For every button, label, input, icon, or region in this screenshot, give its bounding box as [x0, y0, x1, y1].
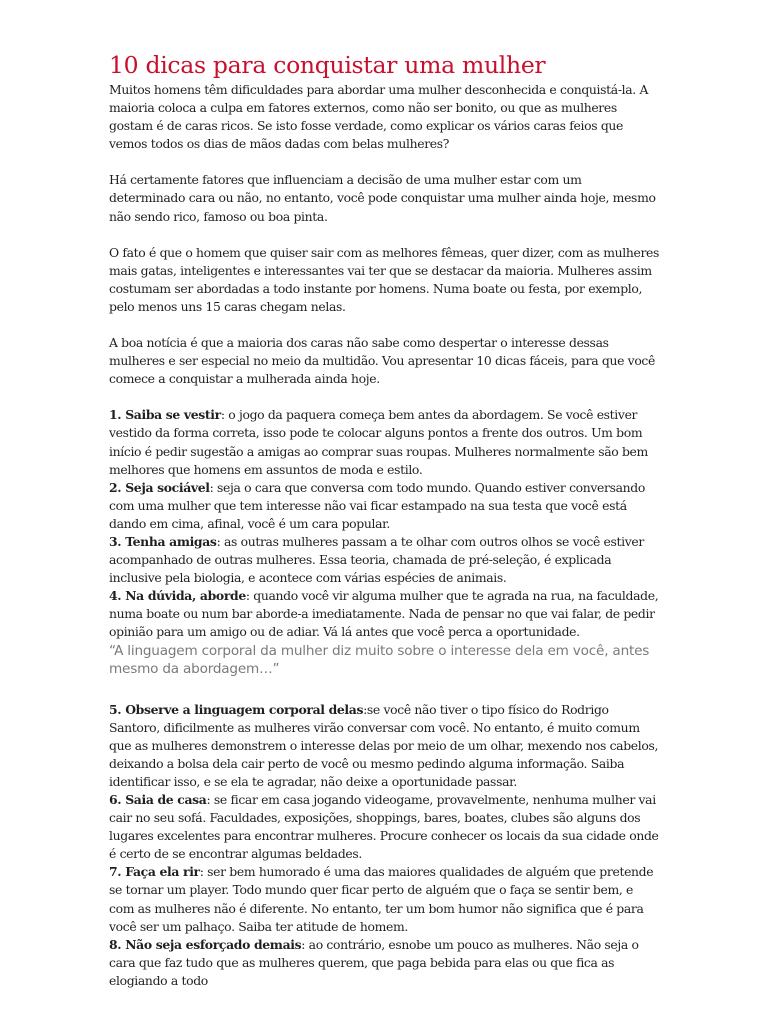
tip-5: [109, 701, 661, 791]
tip-title: 3. Tenha amigas: [109, 533, 217, 549]
tip-4: [109, 587, 661, 641]
intro-paragraph-1: Muitos homens têm dificuldades para abordar uma mulher desconhecida e conquistá-la. A maioria coloca a culpa em fatores externos, como não ser bonito, ou que as mulheres gostam é de caras ricos. Se isto fosse verdade, como explicar os vários caras feios que vemos todos os dias de mãos dadas com belas mulheres?: [109, 82, 649, 152]
tip-separator: :: [199, 864, 208, 880]
tip-text: o jogo da paquera começa bem antes da abordagem. Se você estiver vestido da forma correta, isso pode te colocar alguns pontos a frente dos outros. Um bom início é pedir sugestão a amigas ao comprar suas roupas. Mulheres normalmente são bem melhores que homens em assuntos de moda e estilo.: [109, 407, 648, 477]
article-body: [109, 52, 661, 990]
tip-text: se ficar em casa jogando videogame, provavelmente, nenhuma mulher vai cair no seu sofá. Faculdades, exposições, shoppings, bares, boates, clubes são alguns dos lugares excelentes para encontrar mulheres. Procure conhecer os locais da sua cidade onde é certo de se encontrar algumas beldades.: [109, 792, 659, 862]
tip-title: 2. Seja sociável: [109, 479, 210, 495]
tips-list-first: [109, 406, 661, 641]
tip-separator: :: [209, 479, 218, 495]
tip-separator: :: [220, 407, 229, 423]
tip-separator: :: [216, 533, 224, 549]
intro-paragraph-4: A boa notícia é que a maioria dos caras não sabe como despertar o interesse dessas mulheres e ser especial no meio da multidão. Vou apresentar 10 dicas fáceis, para que você comece a conquistar a mulherada ainda hoje.: [109, 335, 655, 387]
tip-title: 5. Observe a linguagem corporal delas: [109, 701, 364, 717]
tip-7: [109, 863, 661, 935]
pull-quote: “A linguagem corporal da mulher diz muito sobre o interesse dela em você, antes mesmo da abordagem…”: [109, 642, 650, 678]
tip-text: quando você vir alguma mulher que te agrada na rua, na faculdade, numa boate ou num bar aborde-a imediatamente. Nada de pensar no que vai falar, de pedir opinião para um amigo ou de adiar. Vá lá antes que você perca a oportunidade.: [109, 588, 659, 640]
tip-text: as outras mulheres passam a te olhar com outros olhos se você estiver acompanhado de outras mulheres. Essa teoria, chamada de pré-seleção, é explicada inclusive pela biologia, e acontece com várias espécies de animais.: [109, 533, 644, 586]
tip-text: ser bem humorado é uma das maiores qualidades de alguém que pretende se tornar um player. Todo mundo quer ficar perto de alguém que o faça se sentir bem, e com as mulheres não é diferente. No entanto, ter um bom humor não significa que é para você ser um palhaço. Saiba ter atitude de homem.: [109, 864, 654, 934]
tip-text: se você não tiver o tipo físico do Rodrigo Santoro, dificilmente as mulheres virão conversar com você. No entanto, é muito comum que as mulheres demonstrem o interesse delas por meio de um olhar, mexendo nos cabelos, deixando a bolsa dela cair perto de você ou mesmo pedindo alguma informação. Saiba identificar isso, e se ela te agradar, não deixe a oportunidade passar.: [109, 701, 659, 789]
tip-title: 4. Na dúvida, aborde: [109, 588, 246, 604]
tip-text: ao contrário, esnobe um pouco as mulheres. Não seja o cara que faz tudo que as mulheres querem, que paga bebida para elas ou que fica as elogiando a todo: [109, 936, 639, 988]
tip-text: seja o cara que conversa com todo mundo. Quando estiver conversando com uma mulher que tem interesse não vai ficar estampado na sua testa que você está dando em cima, afinal, você é um cara popular.: [109, 479, 645, 531]
tip-separator: :: [206, 792, 214, 807]
tip-8: [109, 936, 661, 990]
tip-2: [109, 479, 661, 533]
tip-separator: :: [363, 701, 367, 717]
tip-6: [109, 791, 661, 863]
intro-paragraph-2: Há certamente fatores que influenciam a decisão de uma mulher estar com um determinado cara ou não, no entanto, você pode conquistar uma mulher ainda hoje, mesmo não sendo rico, famoso ou boa pinta.: [109, 172, 656, 224]
tip-title: 7. Faça ela rir: [109, 864, 200, 880]
tip-title: 1. Saiba se vestir: [109, 407, 221, 423]
tips-list-second: [109, 701, 661, 991]
intro-paragraph-3: O fato é que o homem que quiser sair com as melhores fêmeas, quer dizer, com as mulheres mais gatas, inteligentes e interessantes vai ter que se destacar da maioria. Mulheres assim costumam ser abordadas a todo instante por homens. Numa boate ou festa, por exemplo, pelo menos uns 15 caras chegam nelas.: [109, 244, 660, 314]
tip-1: [109, 406, 661, 478]
tip-3: [109, 533, 661, 587]
tip-separator: :: [301, 936, 309, 952]
tip-separator: :: [245, 588, 254, 604]
tip-title: 8. Não seja esforçado demais: [109, 936, 302, 952]
article-title: 10 dicas para conquistar uma mulher: [109, 51, 546, 79]
tip-title: 6. Saia de casa: [109, 792, 207, 807]
